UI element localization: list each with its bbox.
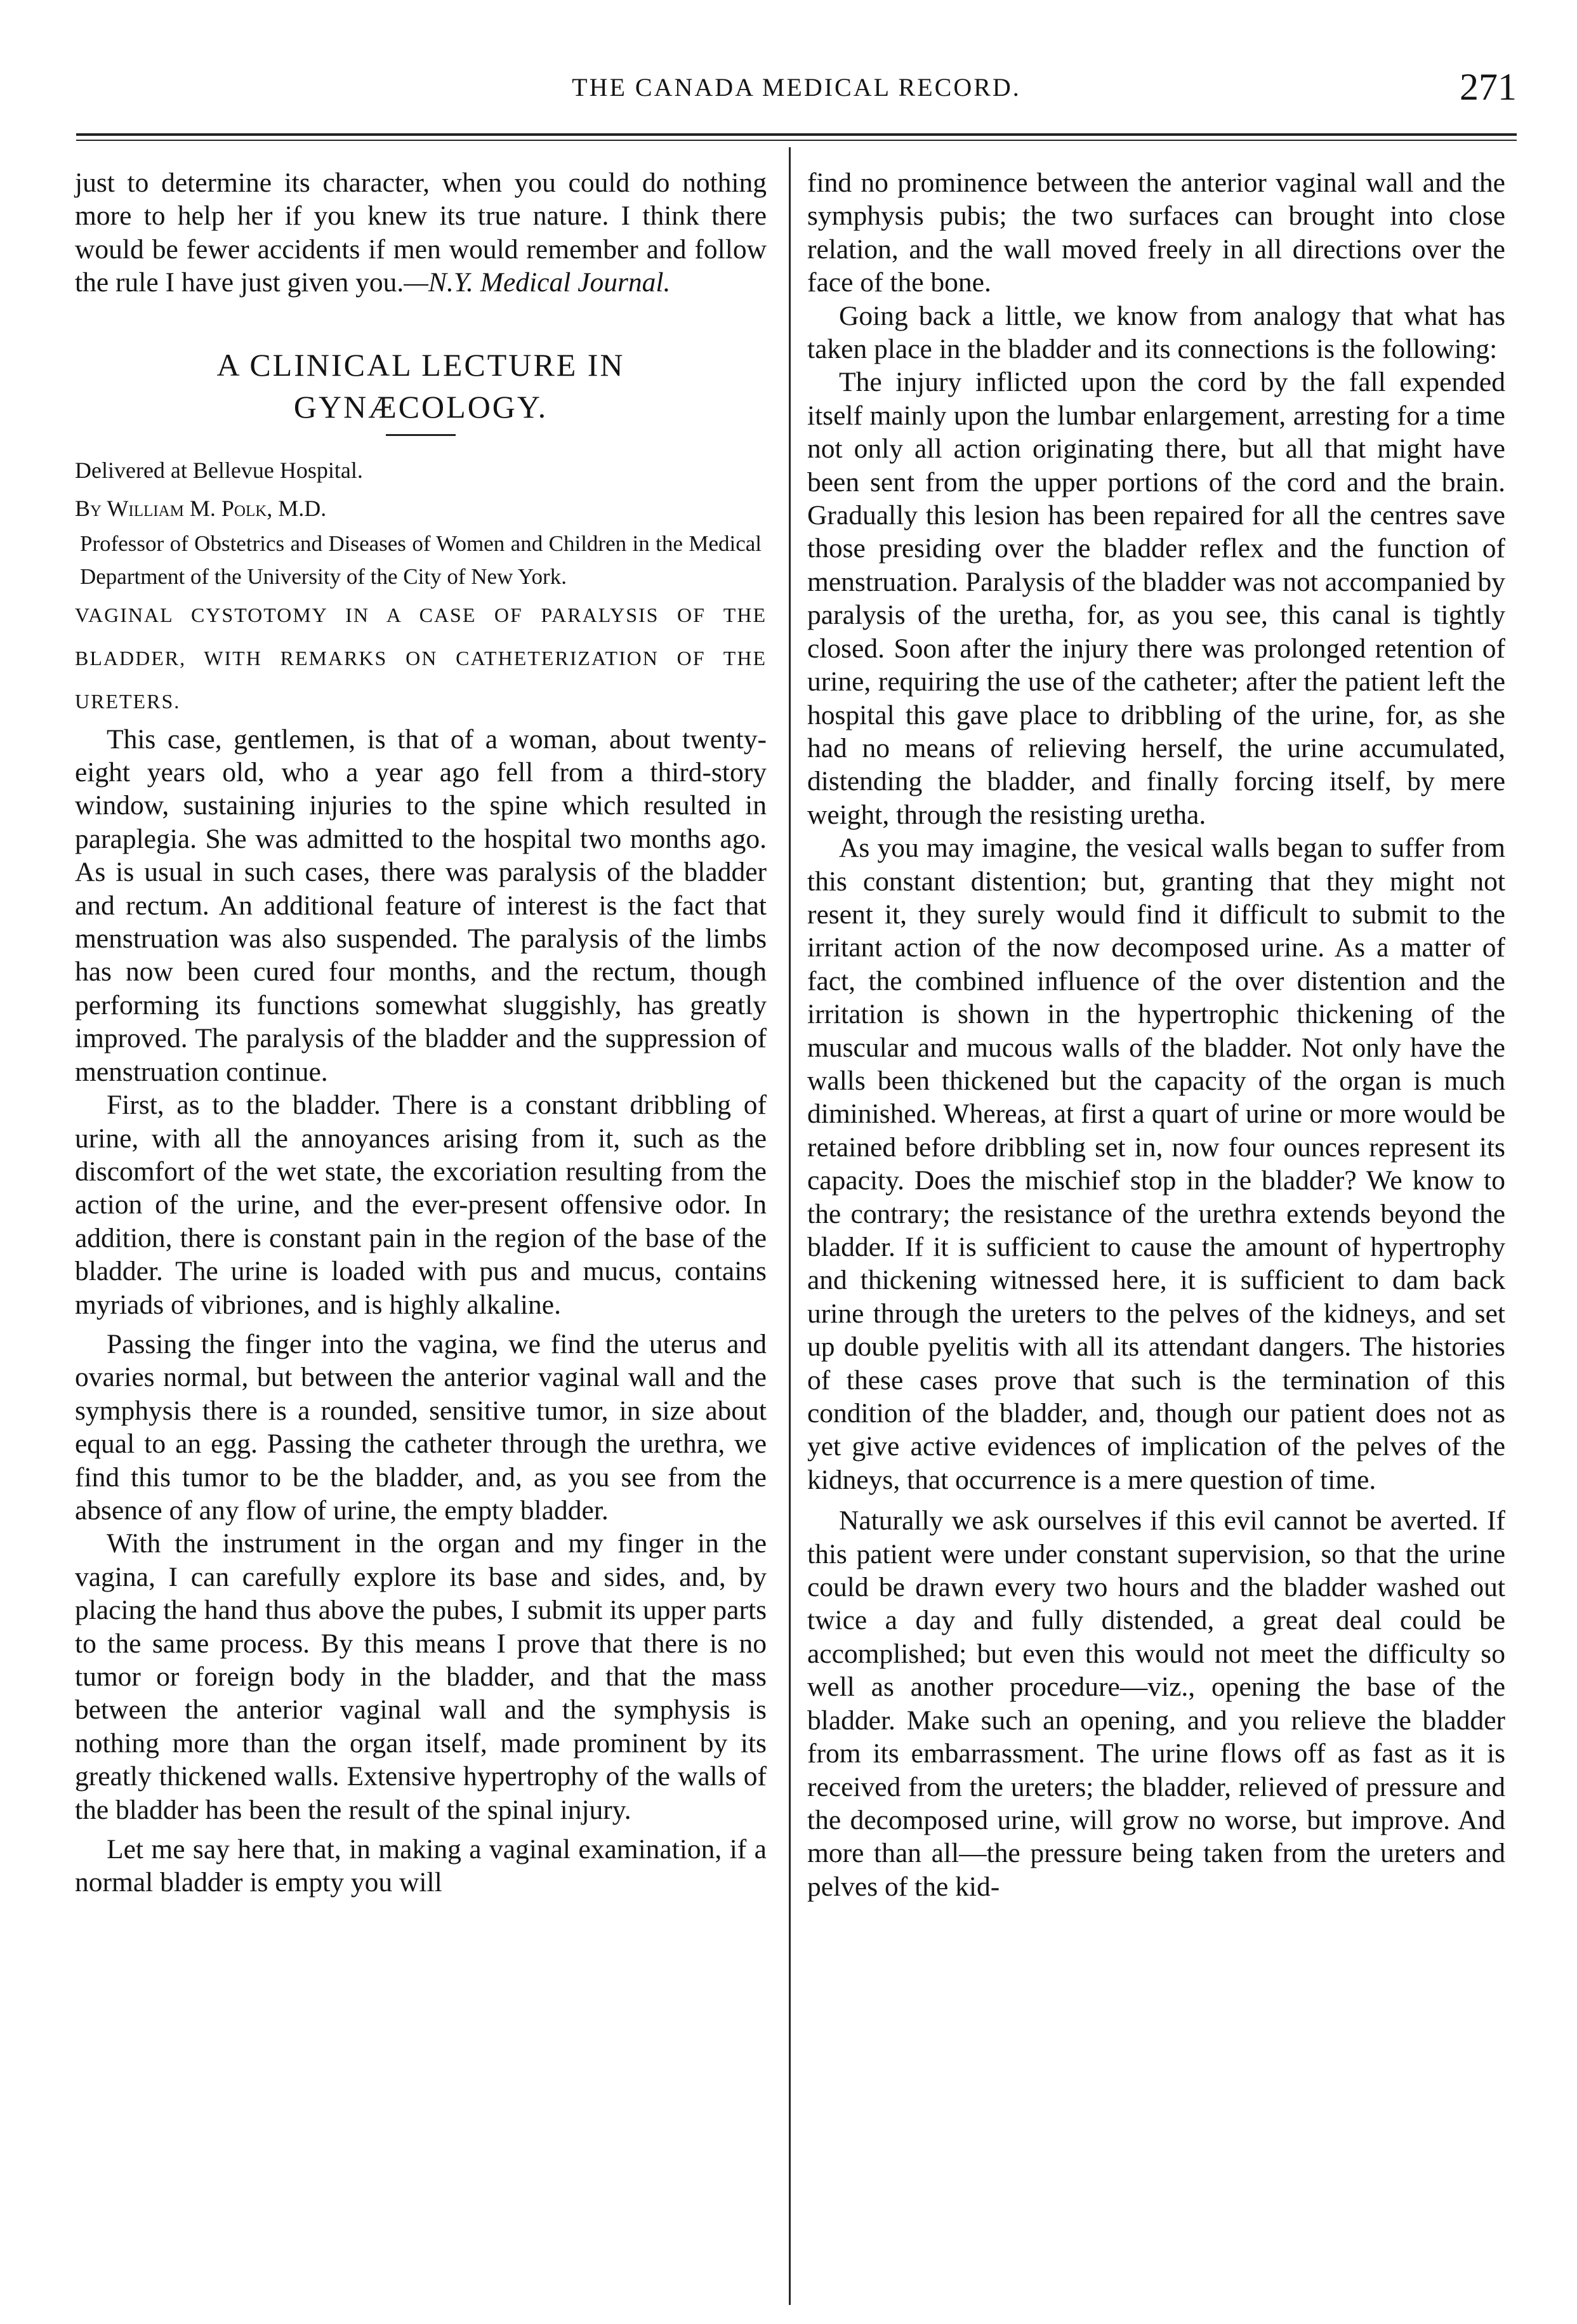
source-citation: —N.Y. Medical Journal. [404, 267, 671, 298]
paragraph: The injury inflicted upon the cord by the fall expended itself mainly upon the lumbar enlargement, arresting for a time not only all action originating there, but all that might have been sent from the upper portions of the cord and the brain. Gradually this lesion has been repaired for all the centres save those presiding over the bladder reflex and the function of menstruation. Paralysis of the bladder was not accompanied by paralysis of the uretha, for, as you see, this canal is tightly closed. Soon after the injury there was prolonged retention of urine, requiring the use of the catheter; after the patient left the hospital this gave place to dribbling of the urine, for, as she had no means of relieving herself, the urine accumulated, distending the bladder, and finally forcing itself, by mere weight, through the resisting uretha. [807, 367, 1505, 830]
continuation-body: just to determine its character, when you could do nothing more to help her if you knew its true nature. I think there would be fewer accidents if men would remember and follow the rule I have just given you. [75, 168, 767, 298]
delivered-at: Delivered at Bellevue Hospital. [75, 457, 363, 483]
paragraph: Let me say here that, in making a vaginal examination, if a normal bladder is empty you will [75, 1834, 767, 1898]
paragraph: find no prominence between the anterior vaginal wall and the symphysis pubis; the two surfaces can brought into close relation, and the wall moved freely in all directions over the face of the bone. [807, 168, 1505, 298]
paragraph: First, as to the bladder. There is a constant dribbling of urine, with all the annoyances arising from it, such as the discomfort of the wet state, the excoriation resulting from the action of the urine, and the ever-present offensive odor. In addition, there is constant pain in the region of the base of the bladder. The urine is loaded with pus and mucus, contains myriads of vibriones, and is highly alkaline. [75, 1090, 767, 1320]
page-number: 271 [1460, 66, 1517, 108]
article-subheading: VAGINAL CYSTOTOMY IN A CASE OF PARALYSIS OF THE BLADDER, WITH REMARKS ON CATHETERIZATION OF THE URETERS. [75, 603, 767, 713]
journal-title: THE CANADA MEDICAL RECORD. [572, 73, 1021, 102]
continuation-text [75, 166, 767, 300]
paragraph: Going back a little, we know from analogy that what has taken place in the bladder and its connections is the following: [807, 300, 1505, 365]
column-divider [789, 147, 791, 2305]
author-affiliation: Professor of Obstetrics and Diseases of Women and Children in the Medical Department of the University of the City of New York. [80, 531, 762, 589]
header-rule-top [76, 133, 1517, 136]
header-rule-bottom [76, 140, 1517, 141]
left-column [75, 166, 767, 1899]
paragraph: This case, gentlemen, is that of a woman, about twenty-eight years old, who a year ago fell from a third-story window, sustaining injuries to the spine which resulted in paraplegia. She was admitted to the hospital two months ago. As is usual in such cases, there was paralysis of the bladder and rectum. An additional feature of interest is the fact that menstruation was also suspended. The paralysis of the limbs has now been cured four months, and the rectum, though performing its functions somewhat sluggishly, has greatly improved. The paralysis of the bladder and the suppression of menstruation continue. [75, 723, 767, 1087]
paragraph: Naturally we ask ourselves if this evil cannot be averted. If this patient were under constant supervision, so that the urine could be drawn every two hours and the bladder washed out twice a day and fully distended, a great deal could be accomplished; but even this would not meet the difficulty so well as another procedure—viz., opening the base of the bladder. Make such an opening, and you relieve the bladder from its embarrassment. The urine flows off as fast as it is received from the ureters; the bladder, relieved of pressure and the decomposed urine, will grow no worse, but improve. And more than all—the pressure being taken from the ureters and pelves of the kid- [807, 1505, 1505, 1902]
article-title: A CLINICAL LECTURE IN GYNÆCOLOGY. [216, 347, 625, 425]
author-byline: By William M. Polk, M.D. [75, 495, 327, 521]
paragraph: With the instrument in the organ and my finger in the vagina, I can carefully explore its base and sides, and, by placing the hand thus above the pubes, I submit its upper parts to the same process. By this means I prove that there is no tumor or foreign body in the bladder, and that the mass between the anterior vaginal wall and the symphysis is nothing more than the organ itself, made prominent by its greatly thickened walls. Extensive hypertrophy of the walls of the bladder has been the result of the spinal injury. [75, 1528, 767, 1825]
right-column [807, 166, 1505, 1903]
paragraph: Passing the finger into the vagina, we find the uterus and ovaries normal, but between the anterior vaginal wall and the symphysis there is a rounded, sensitive tumor, in size about equal to an egg. Passing the catheter through the urethra, we find this tumor to be the bladder, and, as you see from the absence of any flow of urine, the empty bladder. [75, 1328, 767, 1526]
running-head [76, 66, 1517, 113]
paragraph: As you may imagine, the vesical walls began to suffer from this constant distention; but, granting that they might not resent it, they surely would find it difficult to submit to the irritant action of the now decomposed urine. As a matter of fact, the combined influence of the over distention and the irritation is shown in the hypertrophic thickening of the muscular and mucous walls of the bladder. Not only have the walls been thickened but the capacity of the organ is much diminished. Whereas, at first a quart of urine or more would be retained before dribbling set in, now four ounces represent its capacity. Does the mischief stop in the bladder? We know to the contrary; the resistance of the urethra extends beyond the bladder. If it is sufficient to cause the amount of hypertrophy and thickening witnessed here, it is sufficient to dam back urine through the ureters to the pelves of the kidneys, and set up double pyelitis with all its attendant dangers. The histories of these cases prove that such is the termination of this condition of the bladder, and, though our patient does not as yet give active evidences of implication of the pelves of the kidneys, that occurrence is a mere question of time. [807, 833, 1505, 1495]
title-rule [386, 434, 456, 436]
